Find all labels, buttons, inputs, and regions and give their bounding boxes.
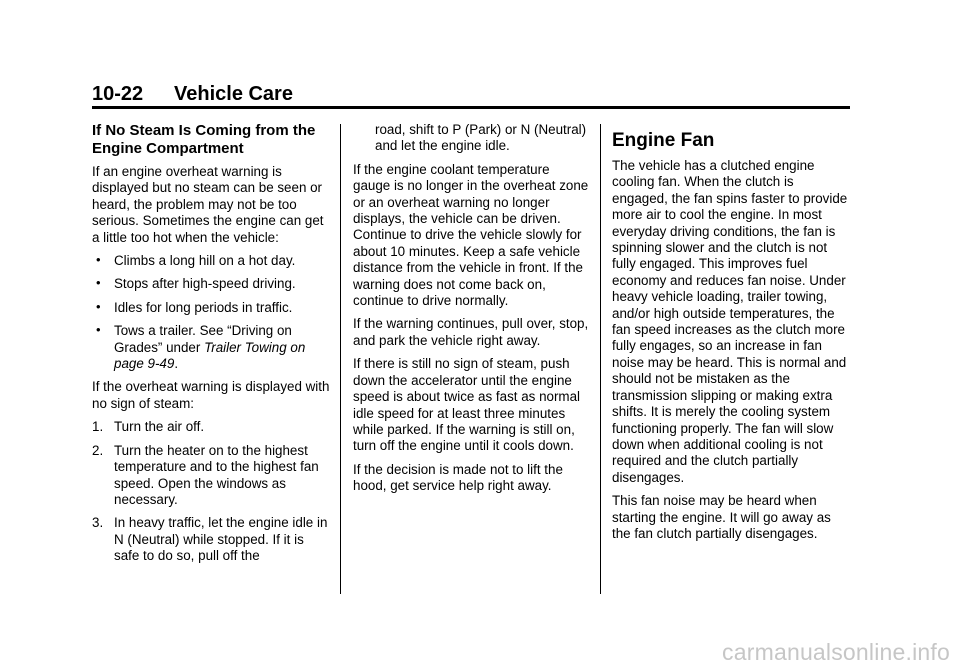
paragraph: If there is still no sign of steam, push down the accelerator until the engine speed is about twice as fast as normal idle speed for at least three minutes while parked. If the warning is still on, turn off the engine until it cools down. xyxy=(353,356,581,454)
step-number: 2. xyxy=(92,442,104,458)
step-number: 1. xyxy=(92,419,104,435)
bullet-item: • Idles for long periods in traffic. xyxy=(96,298,293,315)
column-divider-1 xyxy=(340,124,341,594)
bullet-icon: • xyxy=(96,252,101,268)
page-header xyxy=(92,80,850,109)
paragraph: The vehicle has a clutched engine cooling fan. When the clutch is engaged, the fan spins faster to provide more air to cool the engine. In most everyday driving conditions, the fan is spinning slower and the clutch is not fully engaged. This improves fuel economy and reduces fan noise. Under heavy vehicle loading, trailer towing, and/or high outside temperatures, the fan speed increases as the clutch more fully engages, so an increase in fan noise may be heard. This is normal and should not be mistaken as the transmission slipping or making extra shifts. It is merely the cooling system functioning properly. The fan will slow down when additional cooling is not required and the clutch partially disengages. xyxy=(612,158,848,485)
step-item: 2. Turn the heater on to the highest temperature and to the highest fan speed. Open the windows as necessary. xyxy=(92,442,319,507)
paragraph: If the engine coolant temperature gauge is no longer in the overheat zone or an overheat warning no longer displays, the vehicle can be driven. Continue to drive the vehicle slowly for about 10 minutes. Keep a safe vehicle distance from the vehicle in front. If the warning does not come back on, continue to drive normally. xyxy=(353,161,589,309)
bullet-icon: • xyxy=(96,298,101,314)
bullet-icon: • xyxy=(96,275,101,291)
bullet-item: • Tows a trailer. See “Driving on Grades” under Trailer Towing on page 9-49. xyxy=(96,322,306,372)
column-2 xyxy=(353,122,589,502)
column-divider-2 xyxy=(600,124,601,594)
paragraph: This fan noise may be heard when starting the engine. It will go away as the fan clutch partially disengages. xyxy=(612,493,831,541)
step-number: 3. xyxy=(92,515,104,531)
step-item: 1. Turn the air off. xyxy=(92,419,205,435)
watermark: carmanualsonline.info xyxy=(722,639,950,665)
paragraph: If the warning continues, pull over, stop, and park the vehicle right away. xyxy=(353,316,589,348)
paragraph: If the decision is made not to lift the hood, get service help right away. xyxy=(353,461,563,494)
bullet-icon: • xyxy=(96,322,101,338)
cross-reference-link[interactable]: Trailer Towing on page 9-49 xyxy=(114,339,306,372)
column-1 xyxy=(92,122,330,572)
paragraph: If the overheat warning is displayed with no sign of steam: xyxy=(92,379,330,411)
bullet-item: • Stops after high-speed driving. xyxy=(96,275,296,292)
bullet-item: • Climbs a long hill on a hot day. xyxy=(96,252,296,269)
section-heading: Engine Fan xyxy=(612,130,715,151)
page-number: 10-22 xyxy=(92,83,144,105)
column-3 xyxy=(612,122,852,549)
subsection-heading: If No Steam Is Coming from the Engine Compartment xyxy=(92,122,316,157)
step-continuation: road, shift to P (Park) or N (Neutral) and let the engine idle. xyxy=(375,122,587,154)
intro-paragraph: If an engine overheat warning is displayed but no steam can be seen or heard, the problem may not be too serious. Sometimes the engine can get a little too hot when the vehicle: xyxy=(92,164,324,245)
step-item: 3. In heavy traffic, let the engine idle in N (Neutral) while stopped. If it is safe to do so, pull off the xyxy=(92,515,328,564)
header-title: Vehicle Care xyxy=(174,83,293,105)
